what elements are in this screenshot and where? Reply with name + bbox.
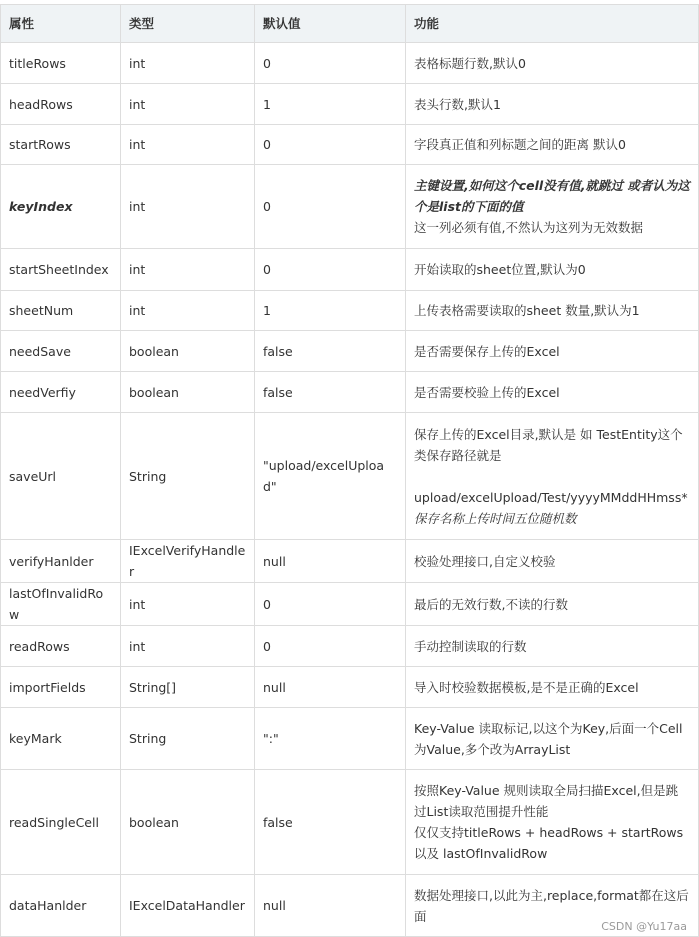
cell-attribute: importFields	[1, 667, 121, 708]
cell-function: 是否需要校验上传的Excel	[406, 372, 699, 413]
table-row	[1, 770, 699, 875]
cell-function: 上传表格需要读取的sheet 数量,默认为1	[406, 291, 699, 331]
watermark: CSDN @Yu17aa	[601, 920, 687, 933]
cell-function	[406, 770, 699, 875]
cell-default: 0	[255, 626, 406, 667]
cell-type: int	[121, 165, 255, 249]
cell-default: 0	[255, 125, 406, 165]
function-text: 保存上传的Excel目录,默认是 如 TestEntity这个类保存路径就是	[414, 426, 683, 463]
cell-default: 0	[255, 583, 406, 626]
header-type: 类型	[121, 5, 255, 43]
cell-function	[406, 413, 699, 540]
cell-default: null	[255, 540, 406, 583]
function-note-text: 保存名称上传时间五位随机数	[414, 510, 577, 526]
cell-function: 数据处理接口,以此为主,replace,format都在这后面	[406, 875, 699, 937]
cell-default: ":"	[255, 708, 406, 770]
table-row	[1, 667, 699, 708]
cell-type: int	[121, 125, 255, 165]
header-function: 功能	[406, 5, 699, 43]
table-row	[1, 165, 699, 249]
table-row	[1, 291, 699, 331]
cell-type: int	[121, 291, 255, 331]
header-default: 默认值	[255, 5, 406, 43]
cell-function: 手动控制读取的行数	[406, 626, 699, 667]
cell-attribute: saveUrl	[1, 413, 121, 540]
cell-default: 1	[255, 291, 406, 331]
table-row	[1, 626, 699, 667]
function-text: 按照Key-Value 规则读取全局扫描Excel,但是跳过List读取范围提升性能	[414, 783, 679, 819]
table-row	[1, 708, 699, 770]
table-row	[1, 875, 699, 937]
cell-type: boolean	[121, 770, 255, 875]
cell-function: 是否需要保存上传的Excel	[406, 331, 699, 372]
cell-default: 1	[255, 84, 406, 125]
table-row	[1, 413, 699, 540]
cell-type: int	[121, 43, 255, 84]
cell-function: 开始读取的sheet位置,默认为0	[406, 249, 699, 291]
cell-type: int	[121, 626, 255, 667]
cell-type: String	[121, 708, 255, 770]
table-row	[1, 84, 699, 125]
cell-function: 校验处理接口,自定义校验	[406, 540, 699, 583]
table-row	[1, 43, 699, 84]
cell-attribute: needSave	[1, 331, 121, 372]
cell-default: null	[255, 667, 406, 708]
table-row	[1, 372, 699, 413]
table-row	[1, 540, 699, 583]
cell-function: 表格标题行数,默认0	[406, 43, 699, 84]
table-row	[1, 583, 699, 626]
cell-attribute: keyIndex	[1, 165, 121, 249]
cell-type: boolean	[121, 372, 255, 413]
function-emphasis-text: 主键设置,如何这个cell没有值,就跳过 或者认为这个是list的下面的值	[414, 178, 690, 214]
cell-attribute: startRows	[1, 125, 121, 165]
cell-attribute: readSingleCell	[1, 770, 121, 875]
cell-type: IExcelVerifyHandler	[121, 540, 255, 583]
cell-function: 表头行数,默认1	[406, 84, 699, 125]
function-note-text: 这一列必须有值,不然认为这列为无效数据	[414, 220, 643, 235]
cell-default: false	[255, 331, 406, 372]
cell-type: boolean	[121, 331, 255, 372]
cell-function: Key-Value 读取标记,以这个为Key,后面一个Cell 为Value,多个改为ArrayList	[406, 708, 699, 770]
cell-type: IExcelDataHandler	[121, 875, 255, 937]
cell-function: 导入时校验数据模板,是不是正确的Excel	[406, 667, 699, 708]
cell-function: 字段真正值和列标题之间的距离 默认0	[406, 125, 699, 165]
cell-default: "upload/excelUpload"	[255, 413, 406, 540]
cell-default: 0	[255, 249, 406, 291]
cell-type: int	[121, 583, 255, 626]
cell-attribute: lastOfInvalidRow	[1, 583, 121, 626]
cell-type: String	[121, 413, 255, 540]
cell-default: 0	[255, 165, 406, 249]
table-row	[1, 331, 699, 372]
cell-attribute: needVerfiy	[1, 372, 121, 413]
table-header-row	[1, 5, 699, 43]
parameters-table	[0, 4, 699, 937]
cell-attribute: titleRows	[1, 43, 121, 84]
cell-attribute: startSheetIndex	[1, 249, 121, 291]
cell-function: 最后的无效行数,不读的行数	[406, 583, 699, 626]
cell-default: false	[255, 770, 406, 875]
cell-attribute: keyMark	[1, 708, 121, 770]
cell-type: int	[121, 249, 255, 291]
function-text: 仅仅支持titleRows + headRows + startRows 以及 lastOfInvalidRow	[414, 825, 684, 861]
cell-attribute: sheetNum	[1, 291, 121, 331]
header-attribute: 属性	[1, 5, 121, 43]
cell-default: null	[255, 875, 406, 937]
cell-attribute: headRows	[1, 84, 121, 125]
cell-type: String[]	[121, 667, 255, 708]
cell-attribute: readRows	[1, 626, 121, 667]
cell-attribute: verifyHanlder	[1, 540, 121, 583]
cell-type: int	[121, 84, 255, 125]
table-row	[1, 249, 699, 291]
cell-function	[406, 165, 699, 249]
table-row	[1, 125, 699, 165]
cell-default: 0	[255, 43, 406, 84]
function-path-text: upload/excelUpload/Test/yyyyMMddHHmss*	[414, 489, 688, 505]
cell-attribute: dataHanlder	[1, 875, 121, 937]
cell-default: false	[255, 372, 406, 413]
